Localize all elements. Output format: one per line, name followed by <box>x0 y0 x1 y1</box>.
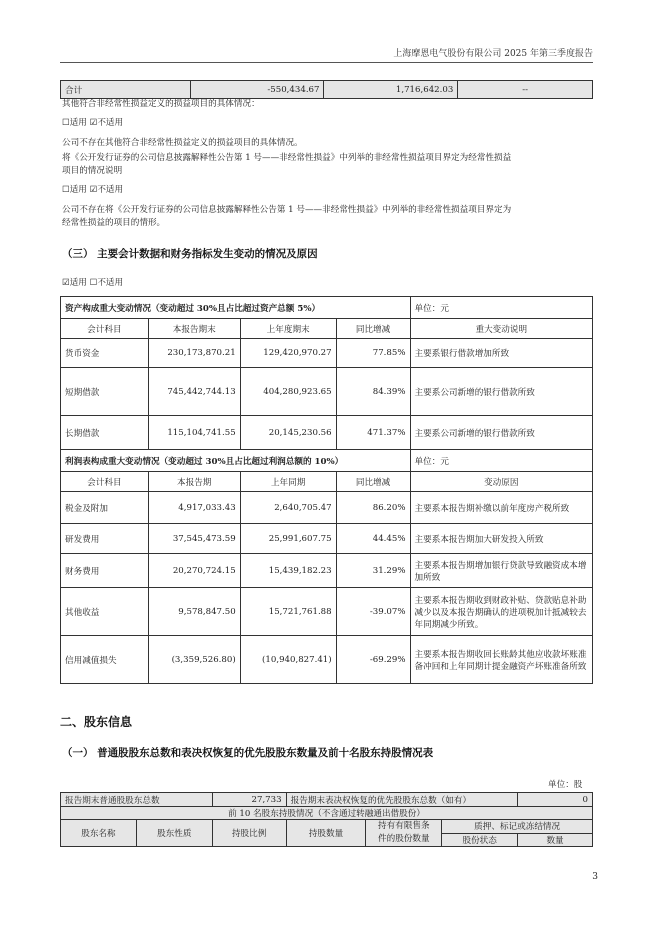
col-header-ratio: 持股比例 <box>212 820 286 847</box>
asset-cell: 84.39% <box>336 368 410 416</box>
profit-cell: 37,545,473.59 <box>148 524 240 554</box>
col-header-name: 股东名称 <box>61 820 137 847</box>
table-row <box>61 554 593 588</box>
asset-table-unit: 单位：元 <box>410 297 592 319</box>
profit-cell: -69.29% <box>336 636 410 684</box>
profit-cell: 4,917,033.43 <box>148 492 240 524</box>
text-p1: 其他符合非经常性损益定义的损益项目的具体情况： <box>62 99 260 109</box>
text-p4b: 项目的情况说明 <box>62 166 123 176</box>
restricted-header-line1: 持有有限售条 <box>378 821 430 831</box>
page-number: 3 <box>592 872 598 882</box>
profit-table-unit: 单位：元 <box>410 450 592 472</box>
asset-header: 同比增减 <box>336 319 410 339</box>
profit-cell: (3,359,526.80) <box>148 636 240 684</box>
asset-table-title: 资产构成重大变动情况（变动超过 30%且占比超过资产总额 5%） <box>61 297 411 319</box>
profit-cell: 25,991,607.75 <box>240 524 336 554</box>
total-current: -550,434.67 <box>190 81 324 99</box>
profit-cell: 主要系本报告期收到财政补贴、贷款贴息补助减少以及本报告期确认的进项税加计抵减较去年同期减少所致。 <box>410 588 592 636</box>
col-header-pledge-qty: 数量 <box>518 833 593 847</box>
profit-cell: 其他收益 <box>61 588 149 636</box>
profit-header: 会计科目 <box>61 472 149 492</box>
table-row <box>61 524 593 554</box>
table-row <box>61 588 593 636</box>
asset-cell: 745,442,744.13 <box>148 368 240 416</box>
profit-cell: 15,439,182.23 <box>240 554 336 588</box>
pref-shareholders-label: 报告期末表决权恢复的优先股股东总数（如有） <box>286 793 518 807</box>
col-header-restricted <box>366 820 442 847</box>
asset-table-header-row <box>61 319 593 339</box>
text-p3: 公司不存在其他符合非经常性损益定义的损益项目的具体情况。 <box>62 138 303 148</box>
section-3-applicable: ☑适用 ☐不适用 <box>62 278 124 288</box>
restricted-header-line2: 件的股份数量 <box>378 834 430 844</box>
asset-cell: 129,420,970.27 <box>240 339 336 368</box>
profit-cell: 15,721,761.88 <box>240 588 336 636</box>
profit-header: 上年同期 <box>240 472 336 492</box>
table-row <box>61 636 593 684</box>
profit-cell: 86.20% <box>336 492 410 524</box>
profit-cell: 9,578,847.50 <box>148 588 240 636</box>
applicable-check-2: ☐适用 ☑不适用 <box>62 185 124 195</box>
col-header-nature: 股东性质 <box>136 820 212 847</box>
profit-cell: 20,270,724.15 <box>148 554 240 588</box>
asset-cell: 主要系银行借款增加所致 <box>410 339 592 368</box>
text-p6: 公司不存在将《公开发行证券的公司信息披露解释性公告第 1 号——非经常性损益》中列举的非经常性损益项目界定为 <box>62 205 512 215</box>
asset-cell: 77.85% <box>336 339 410 368</box>
asset-cell: 主要系公司新增的银行借款所致 <box>410 368 592 416</box>
text-p6b: 经常性损益的项目的情形。 <box>62 218 166 228</box>
asset-cell: 115,104,741.55 <box>148 416 240 450</box>
profit-cell: 2,640,705.47 <box>240 492 336 524</box>
pref-shareholders-value: 0 <box>518 793 593 807</box>
profit-cell: 44.45% <box>336 524 410 554</box>
report-header: 上海摩恩电气股份有限公司 2025 年第三季度报告 <box>393 49 593 59</box>
total-note: -- <box>458 81 593 99</box>
profit-cell: 主要系本报告期补缴以前年度房产税所致 <box>410 492 592 524</box>
profit-header: 本报告期 <box>148 472 240 492</box>
col-header-pledge-status: 股份状态 <box>442 833 518 847</box>
profit-table-title: 利润表构成重大变动情况（变动超过 30%且占比超过利润总额的 10%） <box>61 450 411 472</box>
asset-header: 上年度期末 <box>240 319 336 339</box>
section-two-one-title: （一） 普通股股东总数和表决权恢复的优先股股东数量及前十名股东持股情况表 <box>62 747 434 759</box>
total-row-table <box>60 80 593 99</box>
col-header-qty: 持股数量 <box>286 820 366 847</box>
col-header-pledge: 质押、标记或冻结情况 <box>442 820 593 834</box>
profit-header: 变动原因 <box>410 472 592 492</box>
profit-cell: 主要系本报告期加大研发投入所致 <box>410 524 592 554</box>
table-row <box>61 368 593 416</box>
total-label: 合计 <box>61 81 191 99</box>
asset-cell: 20,145,230.56 <box>240 416 336 450</box>
shareholder-table <box>60 792 593 847</box>
total-ytd: 1,716,642.03 <box>324 81 458 99</box>
applicable-check-1: ☐适用 ☑不适用 <box>62 118 124 128</box>
profit-cell: 信用减值损失 <box>61 636 149 684</box>
profit-cell: (10,940,827.41) <box>240 636 336 684</box>
asset-header: 重大变动说明 <box>410 319 592 339</box>
asset-cell: 短期借款 <box>61 368 149 416</box>
profit-cell: 主要系本报告期增加银行贷款导致融资成本增加所致 <box>410 554 592 588</box>
profit-cell: 主要系本报告期收回长账龄其他应收款坏账准备冲回和上年同期计提金融资产坏账准备所致 <box>410 636 592 684</box>
asset-cell: 货币资金 <box>61 339 149 368</box>
asset-header: 本报告期末 <box>148 319 240 339</box>
asset-cell: 404,280,923.65 <box>240 368 336 416</box>
profit-header: 同比增减 <box>336 472 410 492</box>
table-row <box>61 416 593 450</box>
total-shareholders-value: 27,733 <box>212 793 286 807</box>
total-shareholders-label: 报告期末普通股股东总数 <box>61 793 213 807</box>
asset-cell: 230,173,870.21 <box>148 339 240 368</box>
asset-cell: 长期借款 <box>61 416 149 450</box>
asset-header: 会计科目 <box>61 319 149 339</box>
text-p4: 将《公开发行证券的公司信息披露解释性公告第 1 号——非经常性损益》中列举的非经常性损益项目界定为经常性损益 <box>62 153 512 163</box>
section-two-title: 二、股东信息 <box>60 715 133 729</box>
profit-cell: 财务费用 <box>61 554 149 588</box>
profit-cell: -39.07% <box>336 588 410 636</box>
change-table <box>60 296 593 684</box>
table-row <box>61 492 593 524</box>
header-divider <box>60 62 593 63</box>
top10-label: 前 10 名股东持股情况（不含通过转融通出借股份） <box>61 807 593 820</box>
profit-cell: 研发费用 <box>61 524 149 554</box>
shareholder-unit: 单位：股 <box>548 780 583 790</box>
table-row <box>61 339 593 368</box>
section-3-title: （三） 主要会计数据和财务指标发生变动的情况及原因 <box>62 248 318 260</box>
profit-cell: 31.29% <box>336 554 410 588</box>
asset-cell: 主要系公司新增的银行借款所致 <box>410 416 592 450</box>
asset-cell: 471.37% <box>336 416 410 450</box>
profit-cell: 税金及附加 <box>61 492 149 524</box>
profit-table-header-row <box>61 472 593 492</box>
